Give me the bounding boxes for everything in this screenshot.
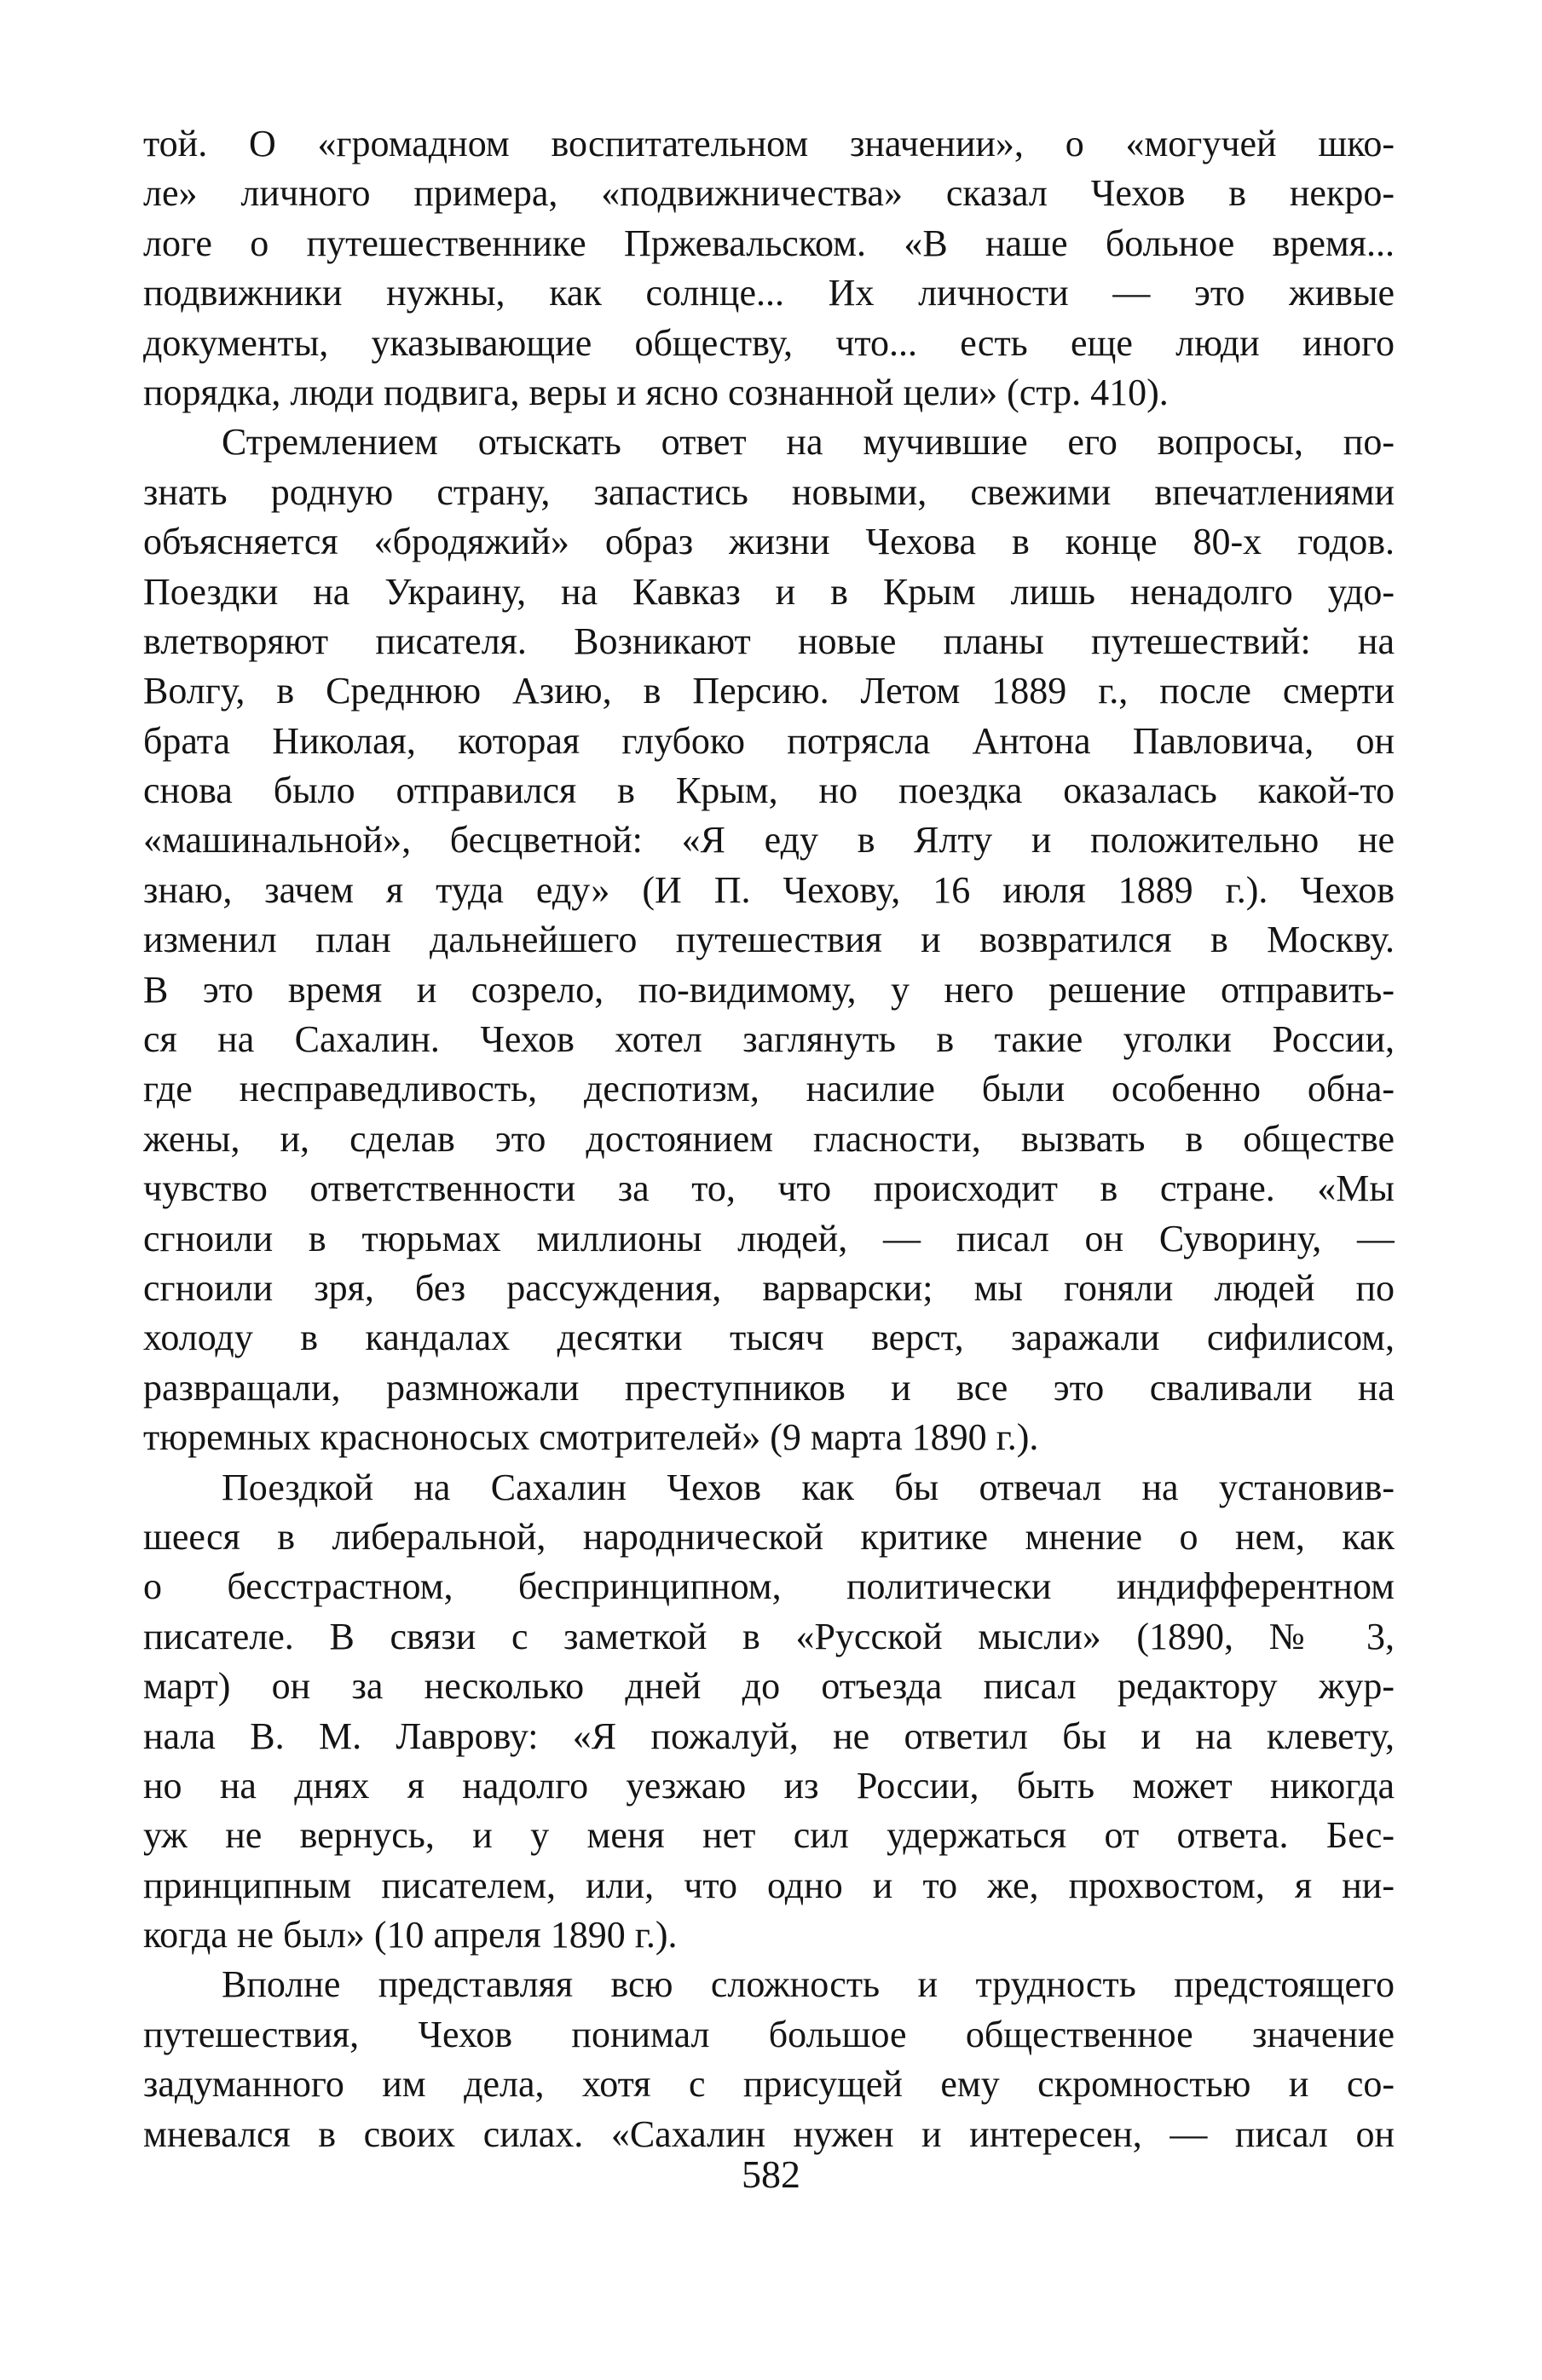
text-line: Волгу, в Среднюю Азию, в Персию. Летом 1889 г., после смерти <box>143 670 1395 712</box>
text-line: «машинальной», бесцветной: «Я еду в Ялту и положительно не <box>143 819 1395 862</box>
text-line: брата Николая, которая глубоко потрясла Антона Павловича, он <box>143 719 1395 762</box>
text-line: порядка, люди подвига, веры и ясно сознанной цели» (стр. 410). <box>143 371 1169 413</box>
text-line: задуманного им дела, хотя с присущей ему скромностью и со- <box>143 2063 1395 2106</box>
text-line: документы, указывающие обществу, что... есть еще люди иного <box>143 321 1395 364</box>
text-line: мневался в своих силах. «Сахалин нужен и интересен, — писал он <box>143 2112 1395 2155</box>
text-line: снова было отправился в Крым, но поездка оказалась какой-то <box>143 769 1395 812</box>
text-line: тюремных красноносых смотрителей» (9 марта 1890 г.). <box>143 1416 1039 1459</box>
paragraph <box>143 1463 1395 1961</box>
text-line: изменил план дальнейшего путешествия и возвратился в Москву. <box>143 919 1395 961</box>
paragraph <box>143 418 1395 1462</box>
text-line: уж не вернусь, и у меня нет сил удержаться от ответа. Бес- <box>143 1814 1395 1857</box>
text-line: влетворяют писателя. Возникают новые планы путешествий: на <box>143 619 1395 662</box>
text-line: жены, и, сделав это достоянием гласности, вызвать в обществе <box>143 1117 1395 1160</box>
text-line: когда не был» (10 апреля 1890 г.). <box>143 1914 678 1956</box>
text-line: знаю, зачем я туда еду» (И П. Чехову, 16 июля 1889 г.). Чехов <box>143 868 1395 911</box>
text-line: март) он за несколько дней до отъезда писал редактору жур- <box>143 1665 1395 1708</box>
text-line: знать родную страну, запастись новыми, свежими впечатлениями <box>143 470 1395 513</box>
paragraph <box>143 1960 1395 2159</box>
text-line: нала В. М. Лаврову: «Я пожалуй, не ответил бы и на клевету, <box>143 1714 1395 1757</box>
text-line: Стремлением отыскать ответ на мучившие его вопросы, по- <box>222 421 1395 464</box>
text-line: логе о путешественнике Пржевальском. «В наше больное время... <box>143 222 1395 264</box>
text-line: сгноили зря, без рассуждения, варварски; мы гоняли людей по <box>143 1266 1395 1309</box>
text-line: Вполне представляя всю сложность и трудность предстоящего <box>222 1963 1395 2006</box>
text-line: ся на Сахалин. Чехов хотел заглянуть в такие уголки России, <box>143 1018 1395 1061</box>
text-line: путешествия, Чехов понимал большое общественное значение <box>143 2013 1395 2055</box>
text-line: той. О «громадном воспитательном значении», о «могучей шко- <box>143 123 1395 164</box>
text-line: где несправедливость, деспотизм, насилие были особенно обна- <box>143 1068 1395 1110</box>
text-line: подвижники нужны, как солнце... Их личности — это живые <box>143 272 1395 314</box>
text-line: Поездкой на Сахалин Чехов как бы отвечал на установив- <box>222 1466 1395 1508</box>
text-line: но на днях я надолго уезжаю из России, быть может никогда <box>143 1764 1395 1807</box>
text-line: принципным писателем, или, что одно и то же, прохвостом, я ни- <box>143 1864 1395 1906</box>
text-line: сгноили в тюрьмах миллионы людей, — писал он Суворину, — <box>143 1217 1395 1259</box>
text-line: о бесстрастном, беспринципном, политически индифферентном <box>143 1565 1395 1608</box>
page-number: 582 <box>742 2152 800 2196</box>
text-line: развращали, размножали преступников и все это сваливали на <box>143 1366 1395 1409</box>
text-line: шееся в либеральной, народнической критике мнение о нем, как <box>143 1515 1395 1558</box>
page-body <box>143 119 1395 2159</box>
text-line: ле» личного примера, «подвижничества» сказал Чехов в некро- <box>143 172 1395 215</box>
text-line: холоду в кандалах десятки тысяч верст, заражали сифилисом, <box>143 1317 1395 1359</box>
text-line: В это время и созрело, по-видимому, у него решение отправить- <box>143 968 1395 1011</box>
text-line: чувство ответственности за то, что происходит в стране. «Мы <box>143 1167 1395 1210</box>
paragraph <box>143 119 1395 418</box>
text-line: объясняется «бродяжий» образ жизни Чехова в конце 80-х годов. <box>143 521 1395 563</box>
text-line: Поездки на Украину, на Кавказ и в Крым лишь ненадолго удо- <box>143 570 1395 613</box>
text-line: писателе. В связи с заметкой в «Русской мысли» (1890, № 3, <box>143 1615 1395 1657</box>
